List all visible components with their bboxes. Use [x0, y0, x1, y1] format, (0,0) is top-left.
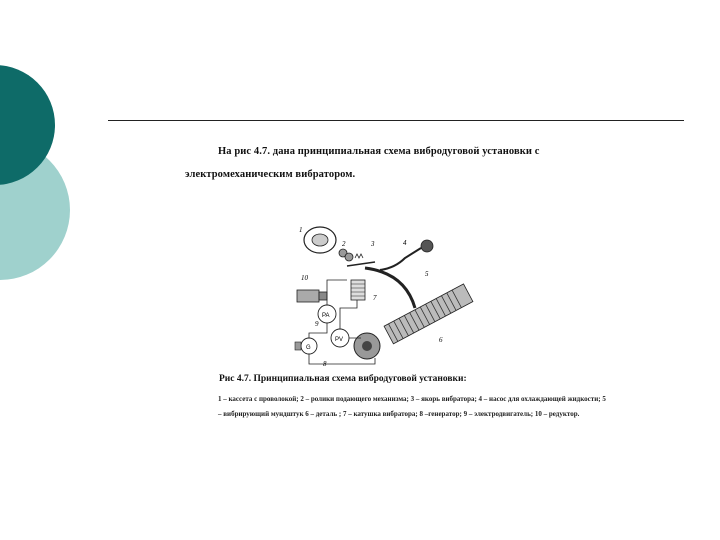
figure-label: 7 [373, 294, 377, 302]
heading-line-2: электромеханическим вибратором. [185, 169, 356, 180]
figure-label: 10 [301, 274, 308, 282]
slide-heading [185, 140, 635, 186]
figure-label: 6 [439, 336, 443, 344]
vibrator-armature [347, 262, 375, 266]
horizontal-rule [108, 120, 684, 121]
figure-caption-title: Рис 4.7. Принципиальная схема вибродуговой установки: [219, 374, 467, 384]
coolant-pump [421, 240, 433, 252]
heading-line-1: На рис 4.7. дана принципиальная схема вибродуговой установки с [218, 146, 540, 157]
figure-label: 8 [323, 360, 327, 368]
coolant-pipe [380, 248, 421, 270]
voltmeter-label: PV [335, 337, 344, 343]
vibrator-coil [351, 280, 365, 300]
ammeter-label: PA [322, 313, 330, 319]
vibro-arc-schematic [285, 218, 495, 368]
reducer [297, 290, 327, 302]
vibrating-mouthpiece [365, 268, 415, 308]
workpiece [384, 284, 473, 344]
generator-label: G [306, 345, 311, 351]
figure-label: 1 [299, 226, 303, 234]
figure-label: 9 [315, 320, 319, 328]
figure-label: 5 [425, 270, 429, 278]
figure-label: 3 [371, 240, 375, 248]
figure-caption-text: 1 – кассета с проволокой; 2 – ролики подающего механизма; 3 – якорь вибратора; 4 – насос для охлаждающей жидкости; 5 – вибрирующий мундштук 6 – деталь ; 7 – катушка вибратора; 8 –генератор; 9 – электродвигатель; 10 – редуктор. [218, 395, 606, 418]
figure-label: 2 [342, 240, 346, 248]
decorative-circles [0, 0, 120, 300]
feed-roller [345, 253, 353, 261]
figure-label: 4 [403, 239, 407, 247]
